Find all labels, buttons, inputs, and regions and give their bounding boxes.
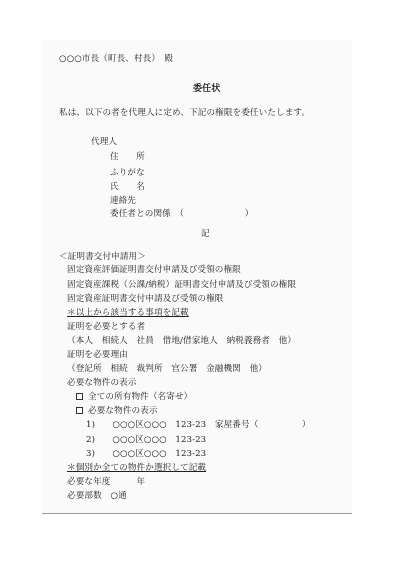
requester-examples: （本人 相続人 社員 借地/借家地人 納税義務者 他） bbox=[67, 336, 297, 346]
property-row-3: 3) ○○○区○○○ 123-23 bbox=[86, 449, 207, 459]
agent-relationship-label: 委任者との関係 （ ） bbox=[110, 209, 254, 219]
note-select-properties: ＊個別か全ての物件か選択して記載 bbox=[67, 463, 207, 473]
property-row-2: 2) ○○○区○○○ 123-23 bbox=[86, 435, 207, 445]
check-needed-label: 必要な物件の表示 bbox=[88, 406, 158, 416]
agent-furigana-label: ふりがな bbox=[110, 168, 145, 178]
addressee: ○○○市長（町長、村長） 殿 bbox=[59, 54, 174, 64]
authority-item-3: 固定資産証明書交付申請及び受領の権限 bbox=[67, 294, 224, 304]
agent-heading: 代理人 bbox=[91, 137, 118, 147]
reason-label: 証明を必要理由 bbox=[67, 350, 128, 360]
intro-text: 私は、以下の者を代理人に定め、下記の権限を委任いたします。 bbox=[59, 108, 311, 118]
requester-label: 証明を必要とする者 bbox=[67, 322, 146, 332]
authority-item-1: 固定資産評価証明書交付申請及び受領の権限 bbox=[67, 265, 241, 275]
copies-label: 必要部数 ○通 bbox=[67, 491, 127, 501]
checkbox-all bbox=[76, 393, 83, 400]
property-row-1: 1) ○○○区○○○ 123-23 家屋番号（ ） bbox=[86, 420, 311, 430]
agent-name-label: 氏 名 bbox=[110, 182, 145, 192]
note-select-items: ＊以上から該当する事項を記載 bbox=[67, 308, 189, 318]
agent-address-label: 住 所 bbox=[110, 152, 145, 162]
authority-item-2: 固定資産課税（公課/納税）証明書交付申請及び受領の権限 bbox=[67, 280, 297, 290]
check-all-properties bbox=[76, 392, 192, 403]
check-needed-properties bbox=[76, 406, 158, 417]
bottom-rule bbox=[42, 513, 352, 514]
document-title: 委任状 bbox=[193, 84, 221, 94]
check-all-label: 全ての所有物件（名寄せ） bbox=[88, 392, 193, 402]
reason-examples: （登記所 相続 裁判所 官公署 金融機関 他） bbox=[67, 364, 267, 374]
section-header: ＜証明書交付申請用＞ bbox=[59, 252, 146, 262]
year-label: 必要な年度 年 bbox=[67, 477, 146, 487]
checkbox-needed bbox=[76, 407, 83, 414]
property-label: 必要な物件の表示 bbox=[67, 378, 137, 388]
ki-marker: 記 bbox=[201, 229, 210, 239]
agent-contact-label: 連絡先 bbox=[110, 196, 137, 206]
